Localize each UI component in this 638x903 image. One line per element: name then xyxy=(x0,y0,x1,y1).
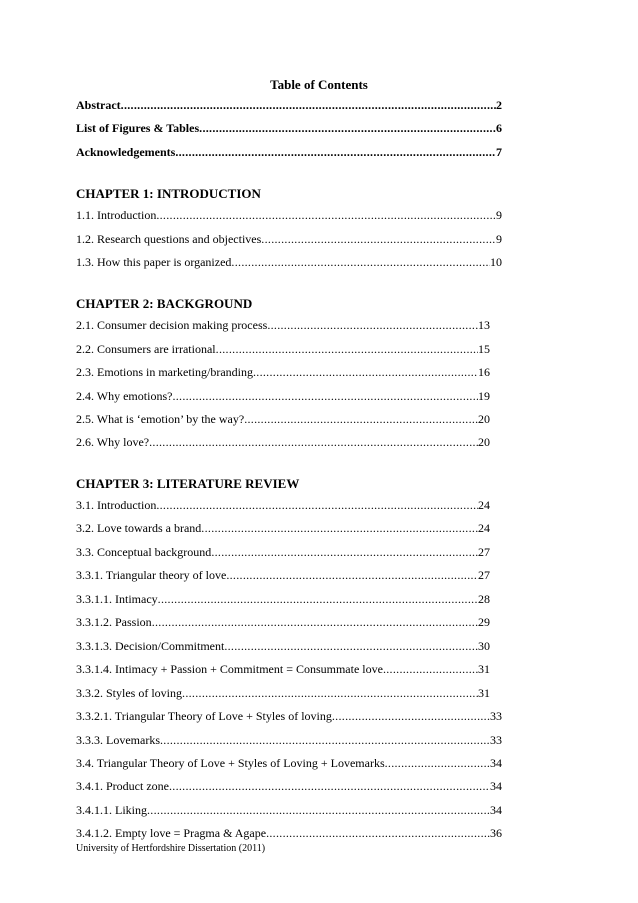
toc-entry-page: 13 xyxy=(478,318,490,332)
toc-entry-page: 34 xyxy=(490,756,502,770)
toc-entry-label: Abstract xyxy=(76,98,121,112)
chapter-heading: CHAPTER 1: INTRODUCTION xyxy=(76,186,261,201)
toc-entry-page: 9 xyxy=(496,232,502,246)
toc-title: Table of Contents xyxy=(270,77,368,92)
dot-leader xyxy=(267,318,478,333)
dot-leader xyxy=(261,232,496,247)
toc-entry-page: 31 xyxy=(478,686,490,700)
toc-entry[interactable] xyxy=(76,803,502,818)
toc-entry-abstract[interactable] xyxy=(76,98,502,113)
toc-entry-page: 34 xyxy=(490,803,502,817)
toc-entry[interactable] xyxy=(76,435,490,450)
toc-entry-page: 20 xyxy=(478,412,490,426)
toc-entry-label: 3.4.1.2. Empty love = Pragma & Agape xyxy=(76,826,267,840)
page-footer: University of Hertfordshire Dissertation (2011) xyxy=(76,843,266,854)
toc-entry[interactable] xyxy=(76,733,502,748)
chapter-heading: CHAPTER 3: LITERATURE REVIEW xyxy=(76,476,300,491)
dot-leader xyxy=(156,208,496,223)
toc-entry-label: 3.3.2. Styles of loving xyxy=(76,686,183,700)
dot-leader xyxy=(156,498,478,513)
toc-entry-label: 3.2. Love towards a brand xyxy=(76,521,202,535)
toc-entry-label: List of Figures & Tables xyxy=(76,121,200,135)
toc-entry[interactable] xyxy=(76,615,490,630)
dot-leader xyxy=(158,592,478,607)
dot-leader xyxy=(201,521,478,536)
toc-entry-page: 15 xyxy=(478,342,490,356)
toc-entry-label: 1.2. Research questions and objectives xyxy=(76,232,262,246)
toc-entry-page: 19 xyxy=(478,389,490,403)
toc-entry-label: 3.3.2.1. Triangular Theory of Love + Styles of loving xyxy=(76,709,332,723)
toc-entry[interactable] xyxy=(76,756,502,771)
dot-leader xyxy=(172,389,478,404)
toc-entry-page: 27 xyxy=(478,568,490,582)
toc-entry-label: 3.4.1. Product zone xyxy=(76,779,169,793)
dot-leader xyxy=(231,255,490,270)
toc-entry[interactable] xyxy=(76,412,490,427)
toc-entry-label: 2.1. Consumer decision making process xyxy=(76,318,268,332)
dot-leader xyxy=(224,639,478,654)
toc-entry-label: 1.3. How this paper is organized xyxy=(76,255,232,269)
toc-entry-list-of-figures[interactable] xyxy=(76,121,502,136)
dot-leader xyxy=(385,756,490,771)
toc-entry[interactable] xyxy=(76,662,490,677)
toc-entry-label: 2.3. Emotions in marketing/branding xyxy=(76,365,253,379)
toc-entry[interactable] xyxy=(76,686,490,701)
toc-entry[interactable] xyxy=(76,389,490,404)
toc-entry[interactable] xyxy=(76,208,502,223)
toc-entry-page: 9 xyxy=(496,208,502,222)
toc-entry[interactable] xyxy=(76,318,490,333)
toc-entry-page: 16 xyxy=(478,365,490,379)
toc-entry-page: 10 xyxy=(490,255,502,269)
dot-leader xyxy=(244,412,478,427)
dot-leader xyxy=(199,121,496,136)
toc-entry[interactable] xyxy=(76,826,502,841)
toc-entry-label: 3.3.1.1. Intimacy xyxy=(76,592,158,606)
toc-entry[interactable] xyxy=(76,521,490,536)
toc-entry-label: 3.3. Conceptual background xyxy=(76,545,212,559)
toc-entry-label: 1.1. Introduction xyxy=(76,208,157,222)
dot-leader xyxy=(147,803,490,818)
toc-entry-label: 2.6. Why love? xyxy=(76,435,150,449)
toc-entry-label: 3.4.1.1. Liking xyxy=(76,803,147,817)
toc-entry-label: 3.3.1.4. Intimacy + Passion + Commitment = Consummate love xyxy=(76,662,383,676)
toc-entry[interactable] xyxy=(76,342,490,357)
toc-entry-page: 20 xyxy=(478,435,490,449)
toc-entry-page: 36 xyxy=(490,826,502,840)
dot-leader xyxy=(182,686,478,701)
toc-entry[interactable] xyxy=(76,709,502,724)
toc-entry-page: 31 xyxy=(478,662,490,676)
toc-entry-page: 34 xyxy=(490,779,502,793)
toc-entry[interactable] xyxy=(76,779,502,794)
dot-leader xyxy=(226,568,478,583)
dot-leader xyxy=(152,615,478,630)
toc-entry-page: 7 xyxy=(496,145,502,159)
toc-entry-label: 3.3.3. Lovemarks xyxy=(76,733,160,747)
toc-entry-page: 28 xyxy=(478,592,490,606)
chapter-heading: CHAPTER 2: BACKGROUND xyxy=(76,296,253,311)
toc-entry-label: 3.4. Triangular Theory of Love + Styles of Loving + Lovemarks xyxy=(76,756,385,770)
toc-entry-label: Acknowledgements xyxy=(76,145,176,159)
toc-entry-page: 24 xyxy=(478,521,490,535)
toc-entry-label: 2.5. What is ‘emotion’ by the way? xyxy=(76,412,245,426)
dot-leader xyxy=(149,435,478,450)
toc-entry-acknowledgements[interactable] xyxy=(76,145,502,160)
toc-entry-page: 29 xyxy=(478,615,490,629)
toc-entry[interactable] xyxy=(76,592,490,607)
toc-entry-label: 3.3.1. Triangular theory of love xyxy=(76,568,227,582)
toc-entry-page: 33 xyxy=(490,709,502,723)
toc-entry-label: 3.3.1.2. Passion xyxy=(76,615,152,629)
dot-leader xyxy=(121,98,496,113)
toc-entry[interactable] xyxy=(76,545,490,560)
toc-entry[interactable] xyxy=(76,255,502,270)
toc-entry[interactable] xyxy=(76,498,490,513)
dot-leader xyxy=(169,779,490,794)
toc-entry-page: 27 xyxy=(478,545,490,559)
toc-entry-page: 30 xyxy=(478,639,490,653)
toc-entry-page: 6 xyxy=(496,121,502,135)
dot-leader xyxy=(383,662,478,677)
toc-entry-page: 24 xyxy=(478,498,490,512)
toc-entry[interactable] xyxy=(76,568,490,583)
toc-entry-label: 2.4. Why emotions? xyxy=(76,389,173,403)
toc-entry-label: 3.3.1.3. Decision/Commitment xyxy=(76,639,225,653)
toc-entry-label: 2.2. Consumers are irrational xyxy=(76,342,216,356)
dot-leader xyxy=(160,733,490,748)
toc-entry-label: 3.1. Introduction xyxy=(76,498,157,512)
dot-leader xyxy=(175,145,496,160)
dot-leader xyxy=(216,342,478,357)
dot-leader xyxy=(253,365,478,380)
dot-leader xyxy=(332,709,490,724)
dot-leader xyxy=(266,826,490,841)
dot-leader xyxy=(211,545,478,560)
toc-entry-page: 2 xyxy=(496,98,502,112)
toc-entry-page: 33 xyxy=(490,733,502,747)
toc-entry[interactable] xyxy=(76,232,502,247)
toc-entry[interactable] xyxy=(76,365,490,380)
toc-entry[interactable] xyxy=(76,639,490,654)
